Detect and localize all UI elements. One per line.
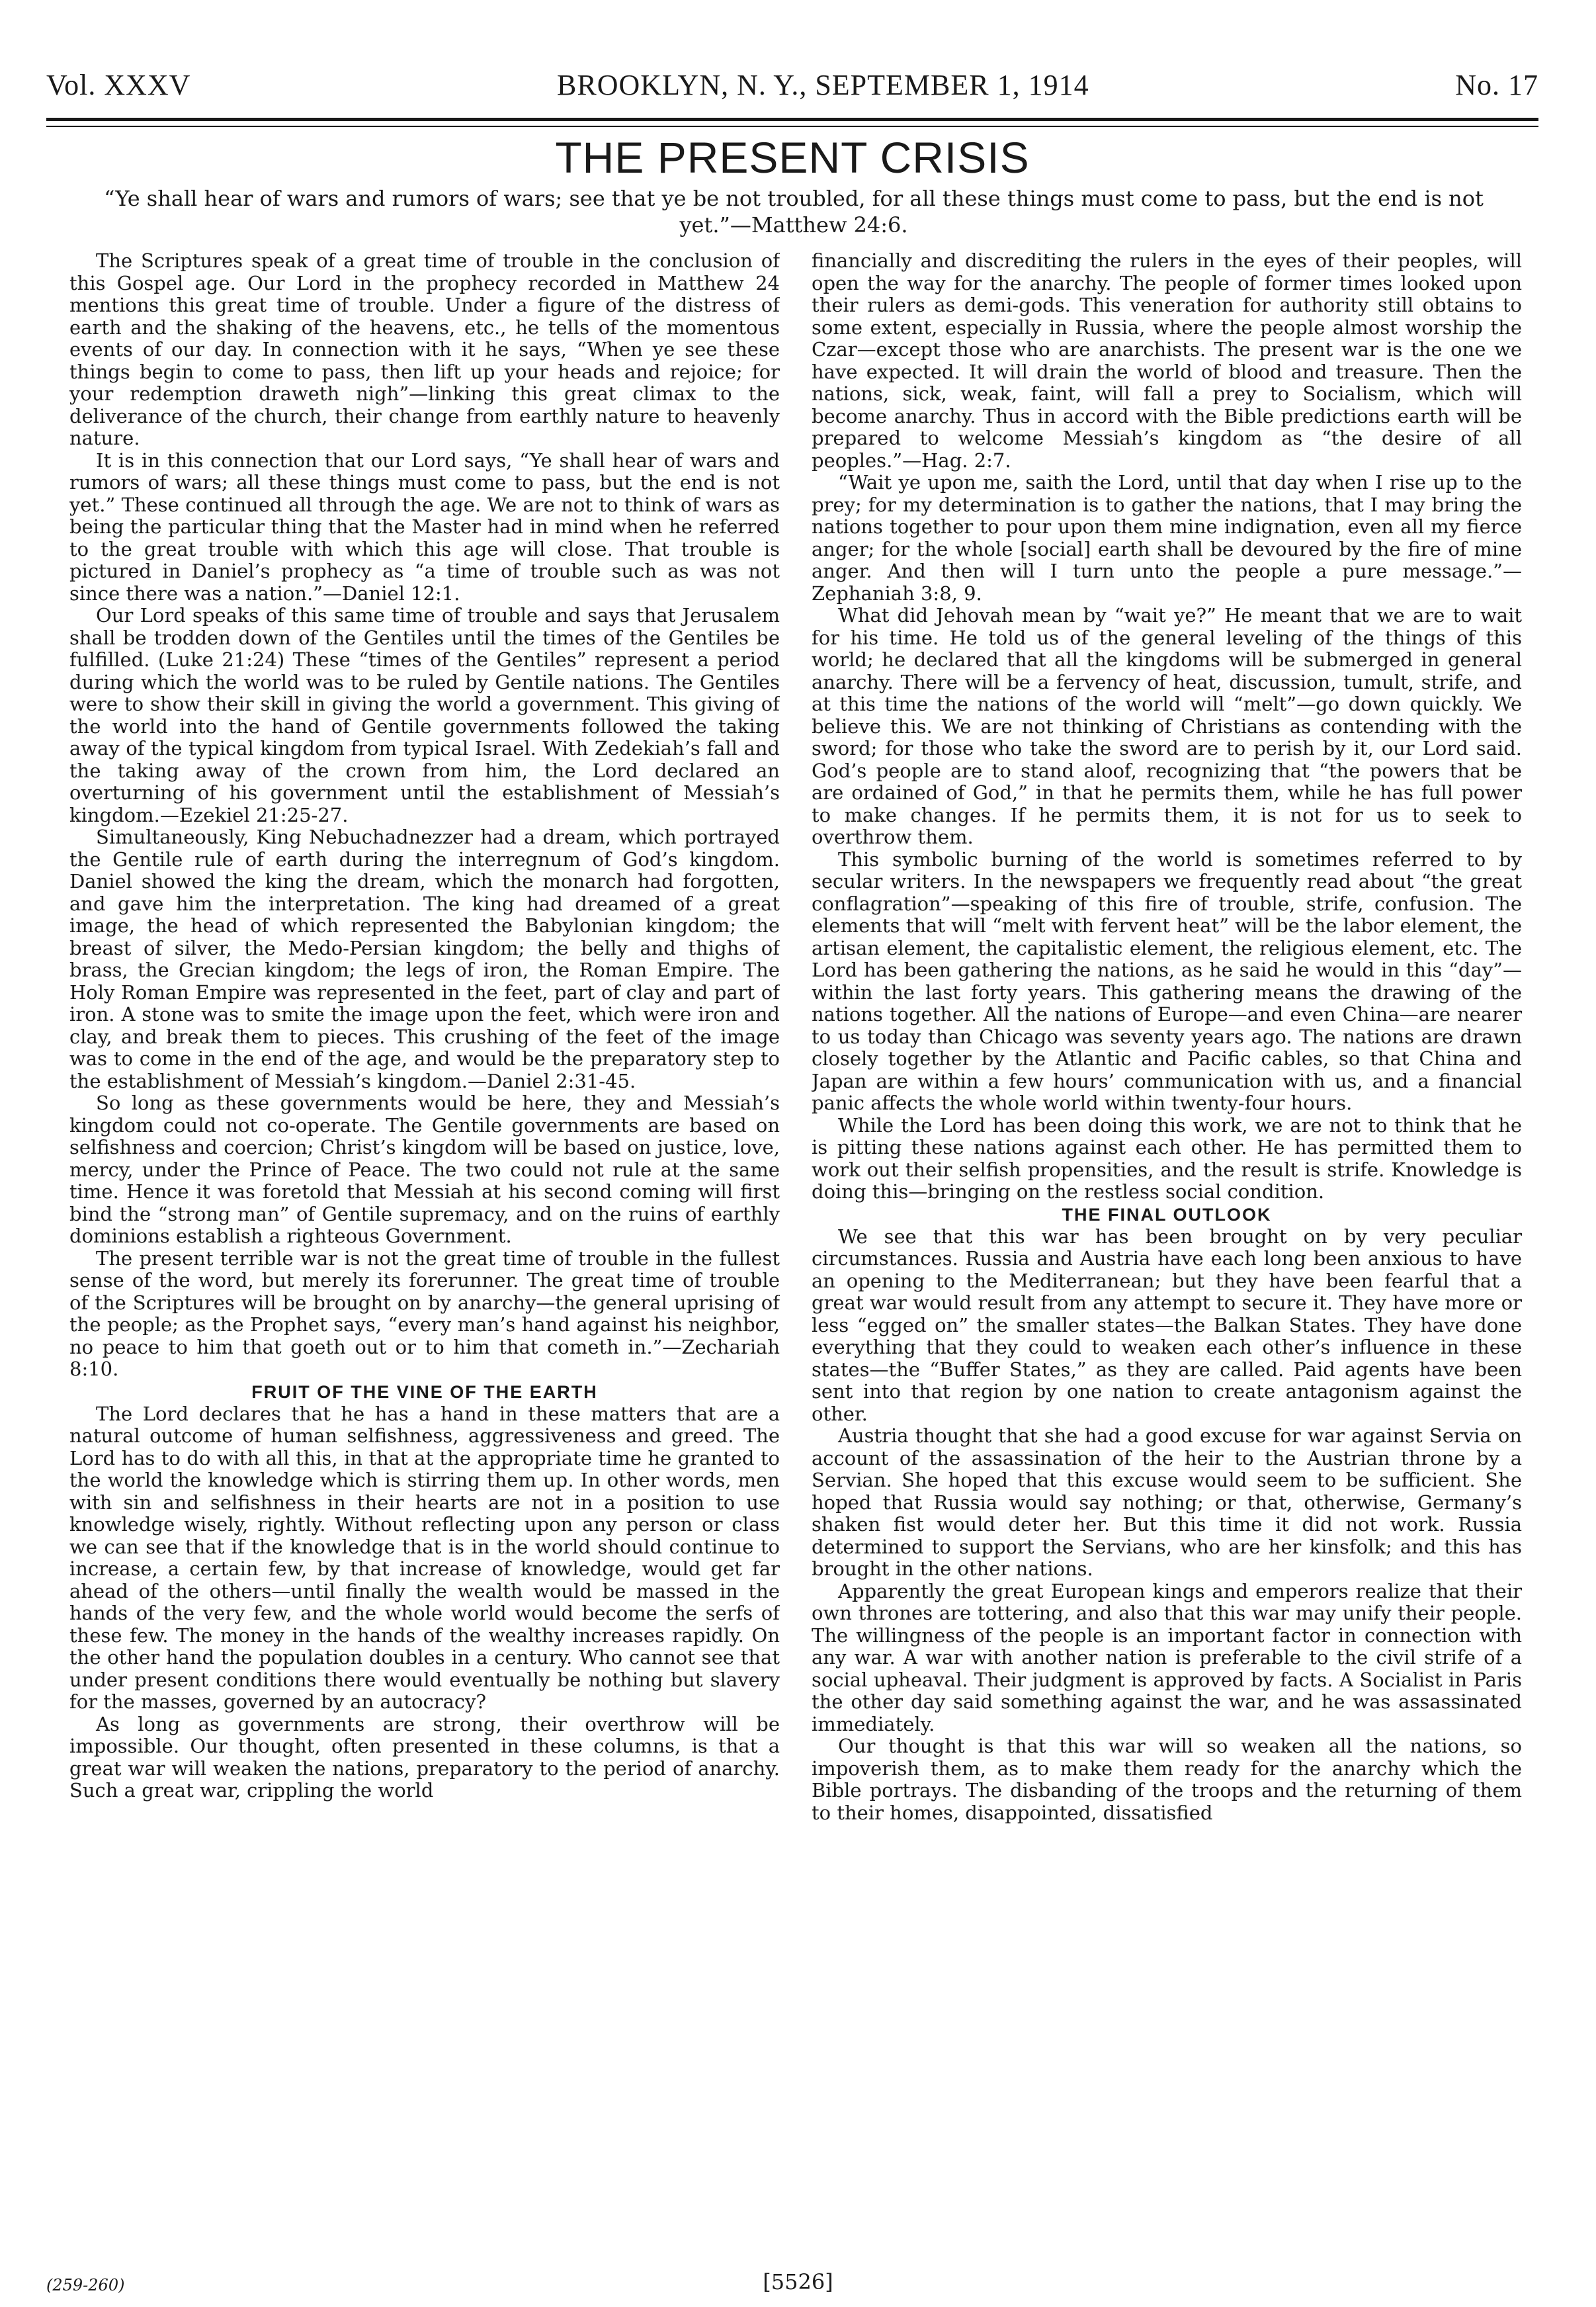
volume-label: Vol. XXXV xyxy=(46,68,191,101)
paragraph: While the Lord has been doing this work, we are not to think that he is pitting these nations against each other. He has permitted them to work out their selfish propensities, and the result is strife. Knowledge is doing this—bringing on the restless social condition. xyxy=(812,1113,1522,1203)
masthead-rule-thin xyxy=(46,126,1538,127)
paragraph: So long as these governments would be here, they and Messiah’s kingdom could not co-operate. The Gentile governments are based on selfishness and coercion; Christ’s kingdom will be based on justice, love, mercy, under the Prince of Peace. The two could not rule at the same time. Hence it was foretold that Messiah at his second coming will first bind the “strong man” of Gentile supremacy, and on the ruins of earthly dominions establish a righteous Government. xyxy=(69,1092,780,1247)
paragraph: Austria thought that she had a good excuse for war against Servia on account of the assassination of the heir to the Austrian throne by a Servian. She hoped that this excuse would seem to be sufficient. She hoped that Russia would say nothing; or that, otherwise, Germany’s shaken fist would deter her. But this time it did not work. Russia determined to support the Servians, who are her kinsfolk; and this has brought in the other nations. xyxy=(812,1424,1522,1580)
dateline: BROOKLYN, N. Y., SEPTEMBER 1, 1914 xyxy=(557,68,1089,101)
masthead xyxy=(46,58,1538,111)
paragraph: The present terrible war is not the great time of trouble in the fullest sense of the word, but merely its forerunner. The great time of trouble of the Scriptures will be brought on by anarchy—the general uprising of the people; as the Prophet says, “every man’s hand against his neighbor, no peace to him that goeth out or to him that cometh in.”—Zechariah 8:10. xyxy=(69,1246,780,1380)
article-title: THE PRESENT CRISIS xyxy=(555,133,1030,182)
section-heading: THE FINAL OUTLOOK xyxy=(1062,1204,1272,1225)
left-column xyxy=(69,250,780,2235)
paragraph: As long as governments are strong, their overthrow will be impossible. Our thought, often presented in these columns, is that a great war will weaken the nations, preparatory to the period of anarchy. Such a great war, crippling the world xyxy=(69,1712,780,1802)
paragraph: financially and discrediting the rulers in the eyes of their peoples, will open the way for the anarchy. The people of former times looked upon their rulers as demi-gods. This veneration for authority still obtains to some extent, especially in Russia, where the people almost worship the Czar—except those who are anarchists. The present war is the one we have expected. It will drain the world of blood and treasure. Then the nations, sick, weak, faint, will fall a prey to Socialism, which will become anarchy. Thus in accord with the Bible predictions earth will be prepared to welcome Messiah’s kingdom as “the desire of all peoples.”—Hag. 2:7. xyxy=(812,250,1522,472)
right-column xyxy=(812,250,1522,2235)
paragraph: What did Jehovah mean by “wait ye?” He meant that we are to wait for his time. He told us of the general leveling of the things of this world; he declared that all the kingdoms will be submerged in general anarchy. There will be a fervency of heat, discussion, tumult, strife, and at this time the nations of the world will “melt”—go down quickly. We believe this. We are not thinking of Christians as contending with the sword; for those who take the sword are to perish by it, our Lord said. God’s people are to stand aloof, recognizing that “the powers that be are ordained of God,” in that he permits them, while he has full power to make changes. If he permits them, it is not for us to seek to overthrow them. xyxy=(812,604,1522,848)
page-range: (259-260) xyxy=(46,2276,125,2294)
issue-number: No. 17 xyxy=(1455,68,1538,101)
paragraph: This symbolic burning of the world is sometimes referred to by secular writers. In the newspapers we frequently read about “the great conflagration”—speaking of this fire of trouble, strife, confusion. The elements that will “melt with fervent heat” will be the labor element, the artisan element, the capitalistic element, the religious element, etc. The Lord has been gathering the nations, as he said he would in this “day”—within the last forty years. This gathering means the drawing of the nations together. All the nations of Europe—and even China—are nearer to us today than Chicago was seventy years ago. The nations are drawn closely together by the Atlantic and Pacific cables, so that China and Japan are within a few hours’ communication with us, and a financial panic affects the whole world within twenty-four hours. xyxy=(812,848,1522,1114)
article-epigraph: “Ye shall hear of wars and rumors of wars; see that ye be not troubled, for all these things must come to pass, but the end is not yet.”—Matthew 24:6. xyxy=(104,186,1484,238)
section-heading: FRUIT OF THE VINE OF THE EARTH xyxy=(251,1381,598,1402)
paragraph: “Wait ye upon me, saith the Lord, until that day when I rise up to the prey; for my determination is to gather the nations, that I may bring the nations together to pour upon them mine indignation, even all my fierce anger; for the whole [social] earth shall be devoured by the fire of mine anger. And then will I turn unto the people a pure message.”—Zephaniah 3:8, 9. xyxy=(812,471,1522,605)
masthead-rule-thick xyxy=(46,118,1538,121)
page-number: [5526] xyxy=(763,2269,833,2294)
paragraph: The Scriptures speak of a great time of trouble in the conclusion of this Gospel age. Our Lord in the prophecy recorded in Matthew 24 mentions this great time of trouble. Under a figure of the distress of earth and the shaking of the heavens, etc., he tells of the momentous events of our day. In connection with it he says, “When ye see these things begin to come to pass, then lift up your heads and rejoice; for your redemption draweth nigh”—linking this great climax to the deliverance of the church, their change from earthly nature to heavenly nature. xyxy=(69,250,780,449)
paragraph: Apparently the great European kings and emperors realize that their own thrones are tottering, and also that this war may unify their people. The willingness of the people is an important factor in connection with any war. A war with another nation is preferable to the civil strife of a social upheaval. Their judgment is approved by facts. A Socialist in Paris the other day said something against the war, and he was assassinated immediately. xyxy=(812,1579,1522,1735)
paragraph: Our Lord speaks of this same time of trouble and says that Jerusalem shall be trodden down of the Gentiles until the times of the Gentiles be fulfilled. (Luke 21:24) These “times of the Gentiles” represent a period during which the world was to be ruled by Gentile nations. The Gentiles were to show their skill in giving the world a government. This giving of the world into the hand of Gentile governments followed the taking away of the typical kingdom from typical Israel. With Zedekiah’s fall and the taking away of the crown from him, the Lord declared an overturning of his government until the establishment of Messiah’s kingdom.—Ezekiel 21:25-27. xyxy=(69,604,780,826)
paragraph: The Lord declares that he has a hand in these matters that are a natural outcome of human selfishness, aggressiveness and greed. The Lord has to do with all this, in that at the appropriate time he granted to the world the knowledge which is stirring them up. In other words, men with sin and selfishness in their hearts are not in a position to use knowledge wisely, rightly. Without reflecting upon any person or class we can see that if the knowledge that is in the world should continue to increase, a certain few, by that increase of knowledge, would get far ahead of the others—until finally the wealth would be massed in the hands of the very few, and the whole world would become the serfs of these few. The money in the hands of the wealthy increases rapidly. On the other hand the population doubles in a century. Who cannot see that under present conditions there would eventually be nothing but slavery for the masses, governed by an autocracy? xyxy=(69,1402,780,1713)
paragraph: Our thought is that this war will so weaken all the nations, so impoverish them, as to make them ready for the anarchy which the Bible portrays. The disbanding of the troops and the returning of them to their homes, disappointed, dissatisfied xyxy=(812,1735,1522,1824)
paragraph: Simultaneously, King Nebuchadnezzer had a dream, which portrayed the Gentile rule of earth during the interregnum of God’s kingdom. Daniel showed the king the dream, which the monarch had forgotten, and gave him the interpretation. The king had dreamed of a great image, the head of which represented the Babylonian kingdom; the breast of silver, the Medo-Persian kingdom; the belly and thighs of brass, the Grecian kingdom; the legs of iron, the Roman Empire. The Holy Roman Empire was represented in the feet, part of clay and part of iron. A stone was to smite the image upon the feet, which were iron and clay, and break them to pieces. This crushing of the feet of the image was to come in the end of the age, and would be the preparatory step to the establishment of Messiah’s kingdom.—Daniel 2:31-45. xyxy=(69,826,780,1092)
paragraph: It is in this connection that our Lord says, “Ye shall hear of wars and rumors of wars; all these things must come to pass, but the end is not yet.” These continued all through the age. We are not to think of wars as being the particular thing that the Master had in mind when he referred to the great trouble with which this age will close. That trouble is pictured in Daniel’s prophecy as “a time of trouble such as was not since there was a nation.”—Daniel 12:1. xyxy=(69,449,780,605)
paragraph: We see that this war has been brought on by very peculiar circumstances. Russia and Austria have each long been anxious to have an opening to the Mediterranean; but they have been fearful that a great war would result from any attempt to secure it. They have more or less “egged on” the smaller states—the Balkan States. They have done everything that they could to weaken each other’s influence in these states—the “Buffer States,” as they are called. Paid agents have been sent into that region by one nation to create antagonism against the other. xyxy=(812,1225,1522,1425)
